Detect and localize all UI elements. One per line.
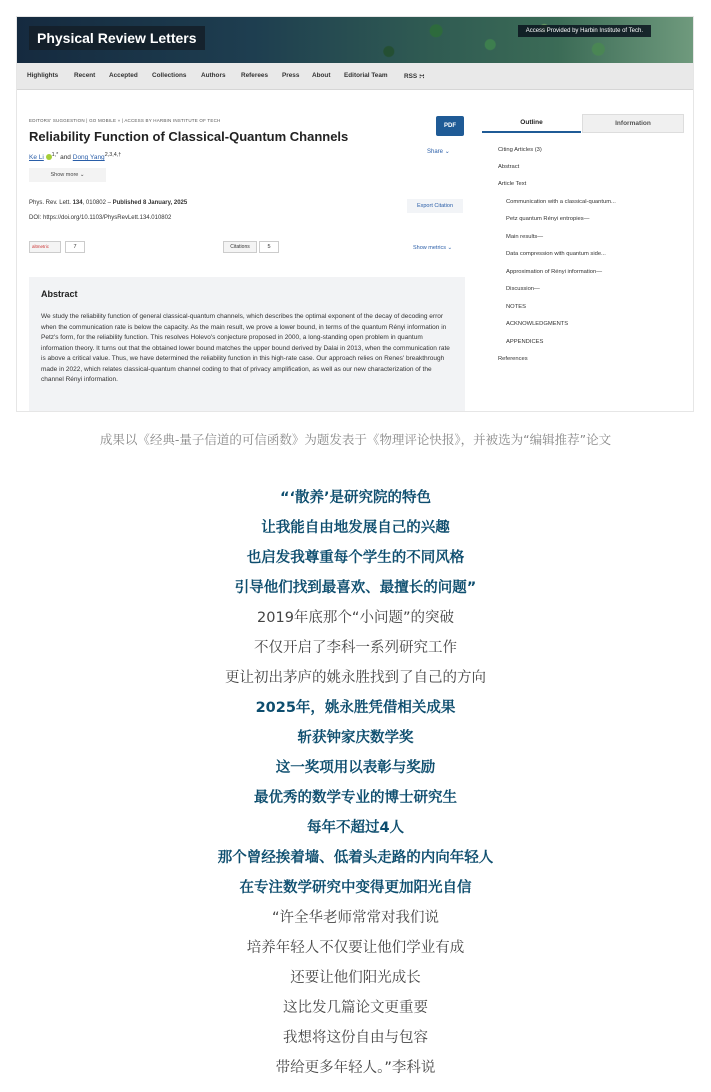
nav-rss[interactable] — [404, 72, 425, 80]
outline-item[interactable]: Abstract — [498, 164, 520, 170]
outline-item[interactable]: References — [498, 356, 528, 362]
nav-recent[interactable]: Recent — [74, 72, 96, 79]
highlight-line: 在专注数学研究中变得更加阳光自信 — [239, 880, 472, 896]
quote-line: 引导他们找到最喜欢、最擅长的问题” — [234, 580, 477, 596]
outline-item[interactable]: Data compression with quantum side... — [506, 251, 606, 257]
highlight-line: 斩获钟家庆数学奖 — [297, 730, 414, 746]
doi-text[interactable]: DOI: https://doi.org/10.1103/PhysRevLett.134.010802 — [29, 215, 172, 221]
citations-logo[interactable]: Citations — [223, 241, 257, 253]
outline-item[interactable]: Main results— — [506, 234, 544, 240]
published-date: Published 8 January, 2025 — [112, 200, 188, 206]
nav-editorial-team[interactable]: Editorial Team — [344, 72, 388, 79]
outline-item[interactable]: Article Text — [498, 181, 527, 187]
quote-line: 带给更多年轻人。”李科说 — [275, 1060, 436, 1076]
outline-item[interactable]: Approximation of Rényi information— — [506, 269, 603, 275]
publication-info — [29, 200, 187, 206]
pdf-button[interactable]: PDF — [436, 116, 464, 136]
tab-information[interactable]: Information — [582, 114, 684, 133]
altmetric-count: 7 — [65, 241, 85, 253]
quote-line: “‘散养’是研究院的特色 — [279, 490, 432, 506]
image-caption: 成果以《经典-量子信道的可信函数》为题发表于《物理评论快报》，并被选为“编辑推荐”论文 — [99, 432, 612, 447]
quote-line: “许全华老师常常对我们说 — [271, 910, 439, 926]
author-link[interactable]: Ke Li — [29, 154, 44, 162]
highlight-line: 这一奖项用以表彰与奖励 — [275, 760, 436, 776]
journal-volume: 134 — [72, 200, 83, 206]
author-affiliation: 2,3,4,† — [104, 152, 122, 158]
share-button[interactable] — [427, 148, 450, 155]
journal-title[interactable]: Physical Review Letters — [29, 26, 205, 50]
journal-ref-suffix: , 010802 – — [82, 200, 113, 206]
nav-collections[interactable]: Collections — [152, 72, 187, 79]
abstract-text: We study the reliability function of general classical-quantum channels, which describes the optimal exponent of the decay of decoding error when the communication rate is below the capacity. As the main result, we prove a lower bound, in terms of the quantum Rényi information in Petz's form, for the reliability function. This resolves Holevo's conjecture proposed in 2000, a long-standing open problem in quantum information theory. It turns out that the obtained lower bound matches the upper bound derived by Dalai in 2013, when the communication rate is above a critical value. Thus, we have determined the reliability function in this high-rate case. Our approach relies on Renes' breakthrough made in 2022, which relates classical-quantum channel coding to that of privacy amplification, as well as our new characterization of the channel Rényi information. — [41, 313, 450, 383]
chevron-down-icon: ⌄ — [79, 172, 85, 178]
body-line: 不仅开启了李科一系列研究工作 — [254, 640, 457, 656]
abstract-panel — [29, 277, 465, 411]
share-label: Share — [427, 149, 444, 155]
nav-referees[interactable]: Referees — [241, 72, 269, 79]
highlight-line: 2025年，姚永胜凭借相关成果 — [255, 700, 456, 716]
body-line: 更让初出茅庐的姚永胜找到了自己的方向 — [225, 670, 486, 686]
outline-item[interactable]: Communication with a classical-quantum... — [506, 199, 616, 205]
outline-item[interactable]: Citing Articles (3) — [498, 147, 542, 153]
nav-rss-label: RSS — [404, 73, 418, 80]
quote-line: 这比发几篇论文更重要 — [283, 1000, 428, 1016]
highlight-line: 最优秀的数学专业的博士研究生 — [254, 790, 457, 806]
outline-item[interactable]: ACKNOWLEDGMENTS — [506, 321, 569, 327]
show-more-button[interactable] — [29, 168, 106, 182]
outline-item[interactable]: Discussion— — [506, 286, 540, 292]
chevron-down-icon: ⌄ — [444, 149, 450, 155]
show-metrics-button[interactable] — [413, 245, 452, 251]
metrics-row — [29, 241, 465, 255]
abstract-heading: Abstract — [41, 289, 78, 299]
journal-screenshot — [17, 17, 693, 411]
nav-about[interactable]: About — [312, 72, 331, 79]
outline-item[interactable]: NOTES — [506, 304, 526, 310]
quote-line: 也启发我尊重每个学生的不同风格 — [246, 550, 465, 566]
journal-banner — [17, 17, 693, 63]
quote-line: 还要让他们阳光成长 — [290, 970, 421, 986]
tab-outline[interactable]: Outline — [482, 114, 581, 133]
access-badge: Access Provided by Harbin Institute of Tech. — [518, 25, 651, 37]
journal-ref: Phys. Rev. Lett. — [29, 200, 73, 206]
export-citation-button[interactable]: Export Citation — [407, 199, 463, 213]
show-metrics-label: Show metrics — [413, 245, 447, 251]
quote-line: 让我能自由地发展自己的兴趣 — [261, 520, 450, 536]
nav-press[interactable]: Press — [282, 72, 300, 79]
author-affiliation: 1,* — [51, 152, 59, 158]
nav-accepted[interactable]: Accepted — [109, 72, 138, 79]
paper-title: Reliability Function of Classical-Quantum Channels — [29, 129, 349, 144]
altmetric-logo[interactable]: altmetric — [29, 241, 61, 253]
outline-item[interactable]: Petz quantum Rényi entropies— — [506, 216, 590, 222]
show-more-label: Show more — [50, 172, 79, 178]
quote-line: 培养年轻人不仅要让他们学业有成 — [246, 940, 465, 956]
sidebar-tabs — [482, 114, 682, 132]
chevron-down-icon: ⌄ — [447, 245, 453, 251]
author-link[interactable]: Dong Yang — [72, 154, 105, 162]
author-list — [29, 152, 121, 161]
highlight-line: 那个曾经挨着墙、低着头走路的内向年轻人 — [217, 850, 494, 866]
outline-item[interactable]: APPENDICES — [506, 339, 544, 345]
journal-navbar — [17, 63, 693, 90]
rss-icon: ∺ — [419, 73, 425, 80]
highlight-line: 每年不超过4人 — [306, 820, 405, 836]
nav-highlights[interactable]: Highlights — [27, 72, 59, 79]
quote-line: 我想将这份自由与包容 — [283, 1030, 428, 1046]
citations-count: 5 — [259, 241, 279, 253]
body-line: 2019年底那个“小问题”的突破 — [257, 610, 454, 626]
author-conjunction: and — [60, 154, 71, 162]
editors-suggestion-meta: EDITORS' SUGGESTION | GO MOBILE » | ACCESS BY HARBIN INSTITUTE OF TECH — [29, 118, 221, 123]
nav-authors[interactable]: Authors — [201, 72, 226, 79]
